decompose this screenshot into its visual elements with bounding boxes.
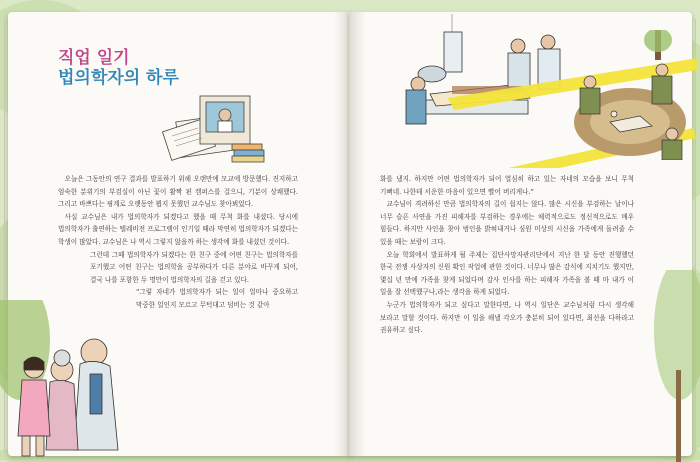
paragraph: 사실 교수님은 내가 법의학자가 되겠다고 했을 때 무척 화를 내셨다. 당시에 법의학자가 출연하는 텔레비전 프로그램이 인기일 때라 막연히 법의학자가 되겠다는 학생이 많았다. 교수님은 나 역시 그렇지 않을까 하는 생각에 화를 내셨던 것이다. bbox=[58, 212, 298, 246]
tree-decoration bbox=[650, 270, 700, 462]
book-gutter bbox=[334, 12, 366, 456]
paragraph: 누군가 법의학자가 되고 싶다고 말한다면, 나 역시 일단은 교수님처럼 다시 생각해 보라고 말할 것이다. 하지만 이 일을 해낼 각오가 충분히 되어 있다면, 최선을 다하라고 권유하고 싶다. bbox=[380, 300, 634, 335]
left-page-text bbox=[58, 173, 298, 312]
paragraph: 오늘 학회에서 발표하게 될 주제는 집단사망자관리단에서 지난 한 달 동안 진행했던 한국 전쟁 사상자의 신원 확인 작업에 관한 것이다. 너무나 많은 감식에 지치기도 했지만, 몇십 년 만에 가족을 찾게 되었다며 감사 인사를 하는 피해자 가족을 볼 때 마 내가 이 일을 잘 선택했구나,라는 생각을 하게 되었다. bbox=[380, 250, 634, 297]
right-page-text bbox=[380, 173, 634, 337]
title-line-2: 법의학자의 하루 bbox=[58, 68, 179, 89]
excavation-team-icon bbox=[560, 30, 690, 160]
quote-paragraph: “그렇 자네가 법의학자가 되는 일이 얼마나 중요하고 막중한 일인지 모르고 무턱대고 덤비는 것 같아 bbox=[136, 288, 298, 309]
page-title bbox=[58, 48, 179, 89]
paragraph: 그런데 그때 법의학자가 되겠다는 한 친구 중에 어떤 친구는 법의학자를 포기했고 어떤 친구는 법의학을 공부하다가 다른 분야로 바꾸게 되어, 결국 나를 포함한 두 명만이 법의학자의 길을 걷고 있다. bbox=[90, 250, 298, 284]
paragraph: 오늘은 그동안의 연구 결과를 발표하기 위해 오랜만에 모교에 방문했다. 진지하고 엄숙한 분위기의 부검실이 아닌 꽃이 활짝 핀 캠퍼스를 걸으니, 기분이 상쾌했다. 그리고 바쁘다는 핑계로 오랫동안 뵙지 못했던 교수님도 찾아뵈었다. bbox=[58, 175, 298, 209]
student-girl-icon bbox=[8, 350, 58, 460]
paragraph: 교수님이 격려하신 만큼 법의학자의 길이 쉽지는 않다. 많은 시신을 부검하는 날이나 너무 슬픈 사연을 가진 피해자를 부검하는 경우에는 체력적으로도 정신적으로도 매우 힘들다. 하지만 사인을 찾아 범인을 밝혀내거나 심원 미상의 시신을 가족에게 돌려줄 수 있을 때는 보람이 크다. bbox=[380, 200, 634, 246]
newspaper-tv-icon bbox=[158, 88, 268, 164]
paragraph: 화를 냈지. 하지만 어떤 법의학자가 되어 열심히 하고 있는 자네의 모습을 보니 무척 기뻐네. 나한테 서운한 마음이 있으면 빨어 버리게나.” bbox=[380, 175, 634, 196]
title-line-1: 직업 일기 bbox=[58, 48, 130, 68]
